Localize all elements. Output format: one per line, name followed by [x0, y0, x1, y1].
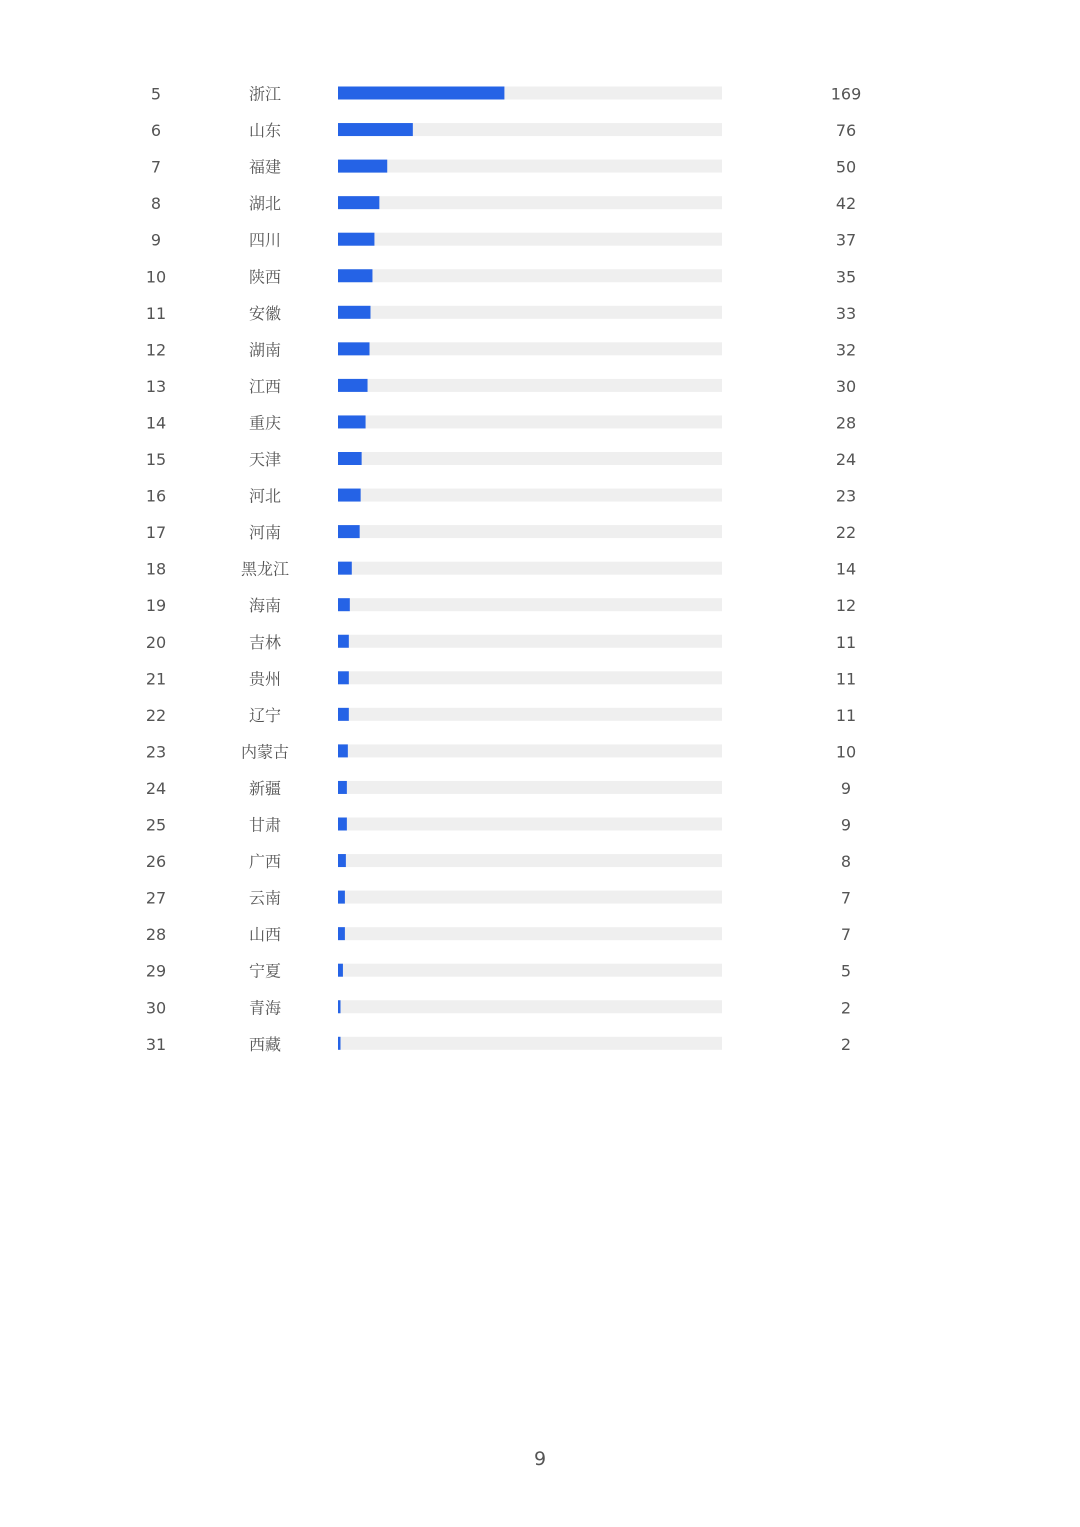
value-label: 32 — [835, 340, 857, 360]
bar-track — [338, 196, 722, 209]
bar — [338, 1037, 341, 1050]
bar — [338, 379, 368, 392]
bar-track — [338, 415, 722, 428]
bar — [338, 671, 349, 684]
bar — [338, 269, 372, 282]
bar-track — [338, 598, 722, 611]
bar-track — [338, 342, 722, 355]
category-label: 浙江 — [248, 84, 282, 104]
bar-track — [338, 160, 722, 173]
category-label: 江西 — [248, 376, 282, 396]
bar-track — [338, 781, 722, 794]
category-label: 河北 — [248, 486, 282, 506]
bar — [338, 708, 349, 721]
value-label: 11 — [835, 632, 857, 652]
value-label: 2 — [840, 1034, 852, 1054]
category-label: 新疆 — [248, 778, 282, 798]
category-label: 安徽 — [248, 303, 282, 323]
bar-track — [338, 379, 722, 392]
bar — [338, 598, 350, 611]
rank-label: 22 — [145, 705, 167, 725]
category-label: 陕西 — [248, 267, 282, 287]
rank-label: 30 — [145, 998, 167, 1018]
bar — [338, 160, 387, 173]
category-label: 贵州 — [248, 669, 282, 689]
category-label: 四川 — [248, 230, 282, 250]
bar — [338, 818, 347, 831]
bar-track — [338, 891, 722, 904]
value-label: 12 — [835, 596, 857, 616]
bar — [338, 452, 362, 465]
bar-track — [338, 964, 722, 977]
bar-track — [338, 269, 722, 282]
rank-label: 5 — [150, 84, 162, 104]
rank-label: 29 — [145, 961, 167, 981]
value-label: 11 — [835, 705, 857, 725]
category-label: 吉林 — [248, 632, 282, 652]
category-label: 山西 — [248, 925, 282, 945]
rank-label: 25 — [145, 815, 167, 835]
category-label: 黑龙江 — [240, 559, 290, 579]
rank-label: 28 — [145, 925, 167, 945]
bar-track — [338, 927, 722, 940]
category-label: 西藏 — [248, 1034, 282, 1054]
value-label: 11 — [835, 669, 857, 689]
bar — [338, 415, 366, 428]
bar-track — [338, 708, 722, 721]
bar — [338, 342, 370, 355]
bar-track — [338, 1000, 722, 1013]
value-label: 33 — [835, 303, 857, 323]
rank-label: 21 — [145, 669, 167, 689]
value-label: 169 — [830, 84, 862, 104]
bar — [338, 635, 349, 648]
rank-label: 15 — [145, 450, 167, 469]
bar — [338, 525, 360, 538]
bar-track — [338, 671, 722, 684]
bar-track — [338, 452, 722, 465]
bar — [338, 87, 504, 100]
value-label: 37 — [835, 230, 857, 250]
rank-label: 31 — [145, 1034, 167, 1054]
bar — [338, 562, 352, 575]
category-label: 重庆 — [248, 413, 282, 433]
category-label: 湖北 — [248, 194, 282, 214]
rank-label: 24 — [145, 778, 167, 798]
bar — [338, 781, 347, 794]
category-label: 天津 — [248, 450, 282, 469]
page-number: 9 — [533, 1448, 547, 1470]
bar — [338, 233, 374, 246]
bar — [338, 964, 343, 977]
value-label: 22 — [835, 523, 857, 543]
value-label: 76 — [835, 121, 857, 141]
bar — [338, 1000, 341, 1013]
bar-track — [338, 489, 722, 502]
bar — [338, 927, 345, 940]
category-label: 广西 — [248, 852, 282, 872]
value-label: 9 — [840, 815, 852, 835]
rank-label: 6 — [150, 121, 162, 141]
bar-track — [338, 233, 722, 246]
rank-label: 13 — [145, 376, 167, 396]
rank-label: 11 — [145, 303, 167, 323]
category-label: 辽宁 — [248, 705, 282, 725]
rank-label: 20 — [145, 632, 167, 652]
value-label: 35 — [835, 267, 857, 287]
bar-track — [338, 1037, 722, 1050]
rank-label: 16 — [145, 486, 167, 506]
value-label: 8 — [840, 852, 852, 872]
bar — [338, 123, 413, 136]
rank-label: 23 — [145, 742, 167, 762]
rank-label: 10 — [145, 267, 167, 287]
category-label: 山东 — [248, 121, 282, 141]
bar — [338, 891, 345, 904]
category-label: 甘肃 — [248, 815, 282, 835]
bar-track — [338, 306, 722, 319]
category-label: 福建 — [248, 157, 282, 177]
rank-label: 14 — [145, 413, 167, 433]
value-label: 14 — [835, 559, 857, 579]
value-label: 7 — [840, 925, 852, 945]
value-label: 24 — [835, 450, 857, 469]
value-label: 42 — [835, 194, 857, 214]
rank-label: 12 — [145, 340, 167, 360]
rank-label: 9 — [150, 230, 162, 250]
category-label: 青海 — [248, 998, 282, 1018]
value-label: 7 — [840, 888, 852, 908]
category-label: 云南 — [248, 888, 282, 908]
rank-label: 19 — [145, 596, 167, 616]
rank-label: 8 — [150, 194, 162, 214]
value-label: 50 — [835, 157, 857, 177]
category-label: 内蒙古 — [240, 742, 290, 762]
bar-track — [338, 525, 722, 538]
value-label: 30 — [835, 376, 857, 396]
rank-label: 26 — [145, 852, 167, 872]
value-label: 23 — [835, 486, 857, 506]
value-label: 10 — [835, 742, 857, 762]
category-label: 河南 — [248, 523, 282, 543]
value-label: 9 — [840, 778, 852, 798]
rank-label: 7 — [150, 157, 162, 177]
rank-label: 18 — [145, 559, 167, 579]
bar-track — [338, 818, 722, 831]
bar — [338, 306, 370, 319]
bar-track — [338, 744, 722, 757]
bar-track — [338, 562, 722, 575]
category-label: 湖南 — [248, 340, 282, 360]
bar — [338, 196, 379, 209]
category-label: 海南 — [248, 596, 282, 616]
rank-label: 27 — [145, 888, 167, 908]
bar — [338, 744, 348, 757]
value-label: 28 — [835, 413, 857, 433]
bar — [338, 489, 361, 502]
bar-track — [338, 854, 722, 867]
value-label: 2 — [840, 998, 852, 1018]
bar-track — [338, 635, 722, 648]
category-label: 宁夏 — [248, 961, 282, 981]
rank-label: 17 — [145, 523, 167, 543]
bar — [338, 854, 346, 867]
value-label: 5 — [840, 961, 852, 981]
